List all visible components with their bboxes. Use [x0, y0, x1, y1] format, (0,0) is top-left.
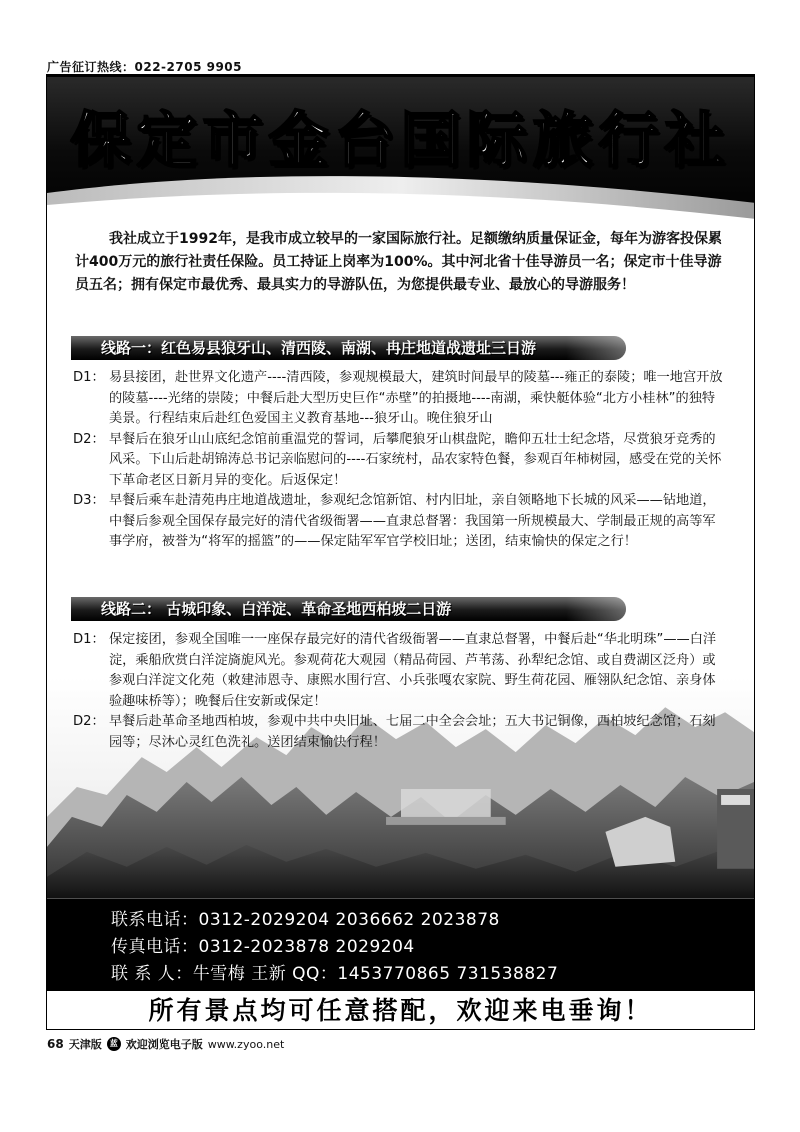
day-label: D2： [73, 431, 105, 447]
route-1-itinerary [73, 368, 728, 553]
route-2-day-1 [73, 630, 728, 712]
page-footer [47, 1036, 284, 1052]
title-banner [47, 77, 754, 227]
day-label: D1： [73, 370, 105, 385]
blue-badge-icon: 蓝 [107, 1037, 121, 1051]
day-description: 早餐后赴革命圣地西柏坡，参观中共中央旧址、七届二中全会会址；五大书记铜像，西柏坡纪念馆；石刻园等；尽沐心灵红色洗礼。送团结束愉快行程！ [109, 714, 716, 750]
route-2-title: 线路二： 古城印象、白洋淀、革命圣地西柏坡二日游 [101, 600, 452, 618]
day-label: D2： [73, 714, 105, 729]
route-1-header [71, 336, 626, 360]
route-2-day-2 [73, 712, 728, 753]
footer-text: 欢迎浏览电子版 [125, 1038, 203, 1051]
route-2-header [71, 597, 626, 621]
contact-person: 联 系 人：牛雪梅 王新 QQ：1453770865 731538827 [111, 964, 559, 984]
contact-fax: 传真电话：0312-2023878 2029204 [111, 937, 415, 957]
contact-phone: 联系电话：0312-2029204 2036662 2023878 [111, 910, 500, 930]
day-description: 保定接团，参观全国唯一一座保存最完好的清代省级衙署——直隶总督署，中餐后赴“华北明珠”——白洋淀，乘船欣赏白洋淀旖旎风光。参观荷花大观园（精品荷园、芦苇荡、孙犁纪念馆、或自费湖区泛舟）或参观白洋淀文化苑（敕建沛恩寺、康熙水围行宫、小兵张嘎农家院、野生荷花园、雁翎队纪念馆、亲身体验趣味桥等）；晚餐后住安新或保定！ [109, 632, 717, 709]
day-description: 易县接团，赴世界文化遗产----清西陵，参观规模最大，建筑时间最早的陵墓---雍正的泰陵；唯一地宫开放的陵墓----光绪的崇陵；中餐后赴大型历史巨作“赤壁”的拍摄地----南湖，乘快艇体验“北方小桂林”的独特美景。行程结束后赴红色爱国主义教育基地---狼牙山。晚住狼牙山 [109, 370, 723, 426]
day-description: 早餐后在狼牙山山底纪念馆前重温党的誓词，后攀爬狼牙山棋盘陀，瞻仰五壮士纪念塔，尽赏狼牙竞秀的风采。下山后赴胡锦涛总书记亲临慰问的----石家统村，品农家特色餐，参观百年柿树园，感受在党的关怀下革命老区日新月异的变化。后返保定！ [109, 431, 722, 488]
ad-hotline: 广告征订热线：022-2705 9905 [47, 60, 243, 74]
page-number: 68 [47, 1037, 64, 1051]
route-1-day-2 [73, 430, 728, 492]
route-2-itinerary [73, 630, 728, 753]
route-1-day-3 [73, 491, 728, 553]
day-description: 早餐后乘车赴清苑冉庄地道战遗址，参观纪念馆新馆、村内旧址，亲自领略地下长城的风采——钻地道，中餐后参观全国保存最完好的清代省级衙署——直隶总督署：我国第一所规模最大、学制最正规的高等军事学府，被誉为“将军的摇篮”的——保定陆军军官学校旧址；送团，结束愉快的保定之行！ [109, 493, 716, 549]
travel-agency-ad [46, 76, 755, 1030]
route-1-title: 线路一：红色易县狼牙山、清西陵、南湖、冉庄地道战遗址三日游 [101, 339, 537, 357]
agency-introduction: 我社成立于1992年，是我市成立较早的一家国际旅行社。足额缴纳质量保证金，每年为游客投保累计400万元的旅行社责任保险。员工持证上岗率为100%。其中河北省十佳导游员一名；保定市十佳导游员五名；拥有保定市最优秀、最具实力的导游队伍，为您提供最专业、最放心的导游服务！ [75, 231, 722, 293]
edition-label: 天津版 [68, 1038, 102, 1051]
footer-url[interactable]: www.zyoo.net [207, 1037, 285, 1051]
agency-title: 保定市金台国际旅行社 [70, 106, 731, 176]
day-label: D1： [73, 632, 105, 647]
slogan: 所有景点均可任意搭配，欢迎来电垂询！ [148, 996, 653, 1025]
day-label: D3： [73, 493, 105, 508]
route-1-day-1 [73, 368, 728, 430]
contact-panel [47, 899, 754, 991]
